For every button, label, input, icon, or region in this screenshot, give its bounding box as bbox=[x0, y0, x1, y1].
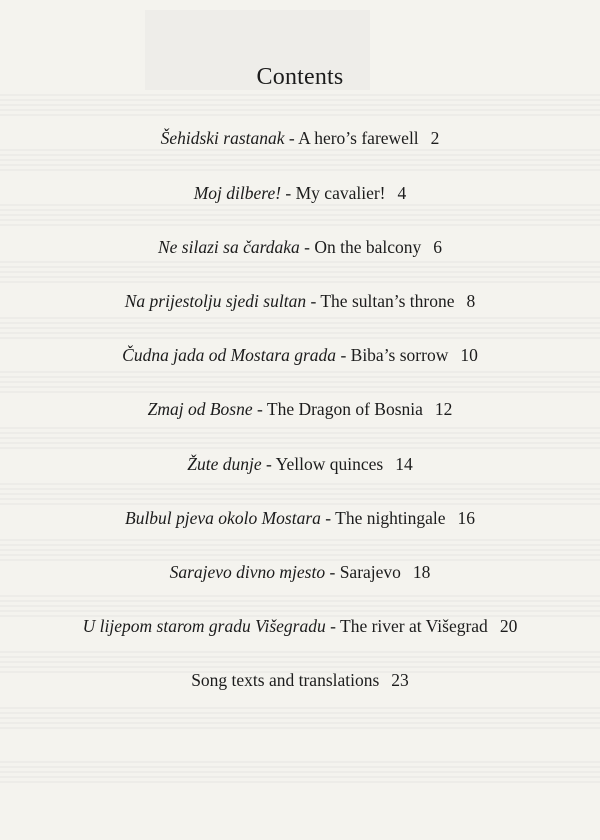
separator: - bbox=[284, 128, 299, 148]
page-number: 10 bbox=[460, 345, 478, 365]
song-title-translation: A hero’s farewell bbox=[298, 128, 419, 148]
song-title-translation: Yellow quinces bbox=[275, 454, 384, 474]
toc-entry[interactable] bbox=[0, 399, 600, 420]
page-number: 4 bbox=[397, 183, 407, 203]
song-title-original: Na prijestolju sjedi sultan bbox=[124, 291, 307, 311]
toc-entry[interactable] bbox=[0, 345, 600, 366]
page-number: 2 bbox=[430, 128, 440, 148]
song-title-original: Žute dunje bbox=[187, 454, 262, 474]
page-title: Contents bbox=[256, 64, 344, 90]
song-title-original: Ne silazi sa čardaka bbox=[157, 237, 300, 257]
page-number: 20 bbox=[499, 616, 518, 636]
song-title-original: Bulbul pjeva okolo Mostara bbox=[125, 508, 321, 528]
song-title-translation: The Dragon of Bosnia bbox=[266, 399, 423, 419]
page-number: 8 bbox=[466, 291, 476, 311]
separator: - bbox=[261, 454, 276, 474]
separator: - bbox=[325, 616, 340, 636]
toc-entry[interactable] bbox=[0, 616, 600, 637]
song-title-translation: Sarajevo bbox=[339, 562, 401, 582]
page-number: 6 bbox=[433, 237, 443, 257]
separator: - bbox=[281, 183, 296, 203]
separator: - bbox=[306, 291, 321, 311]
song-title-original: Sarajevo divno mjesto bbox=[169, 562, 326, 582]
separator: - bbox=[252, 399, 267, 419]
toc-entry[interactable] bbox=[0, 183, 600, 204]
song-title-original: Moj dilbere! bbox=[193, 183, 282, 203]
song-title-translation: Biba’s sorrow bbox=[350, 345, 449, 365]
page-number: 18 bbox=[412, 562, 431, 582]
separator: - bbox=[336, 345, 351, 365]
page-number: 12 bbox=[434, 399, 453, 419]
song-title-original: Zmaj od Bosne bbox=[147, 399, 253, 419]
toc-entry[interactable] bbox=[0, 670, 600, 691]
song-title-translation: My cavalier! bbox=[295, 183, 386, 203]
toc-entry[interactable] bbox=[0, 562, 600, 583]
song-title-translation: The sultan’s throne bbox=[320, 291, 455, 311]
page-number: 14 bbox=[395, 454, 413, 474]
toc-entry[interactable] bbox=[0, 454, 600, 475]
song-title-original: Šehidski rastanak bbox=[160, 128, 285, 148]
song-title-translation: Song texts and translations bbox=[191, 670, 380, 690]
toc-entry[interactable] bbox=[0, 291, 600, 312]
toc-entry[interactable] bbox=[0, 237, 600, 258]
separator: - bbox=[320, 508, 336, 528]
song-title-translation: On the balcony bbox=[314, 237, 422, 257]
song-title-original: U lijepom starom gradu Višegradu bbox=[82, 616, 326, 636]
page-number: 16 bbox=[457, 508, 475, 528]
song-title-original: Čudna jada od Mostara grada bbox=[122, 345, 337, 365]
page-number: 23 bbox=[391, 670, 409, 690]
separator: - bbox=[325, 562, 340, 582]
separator: - bbox=[299, 237, 315, 257]
song-title-translation: The river at Višegrad bbox=[340, 616, 488, 636]
toc-entry[interactable] bbox=[0, 128, 600, 149]
toc-entry[interactable] bbox=[0, 508, 600, 529]
song-title-translation: The nightingale bbox=[335, 508, 446, 528]
